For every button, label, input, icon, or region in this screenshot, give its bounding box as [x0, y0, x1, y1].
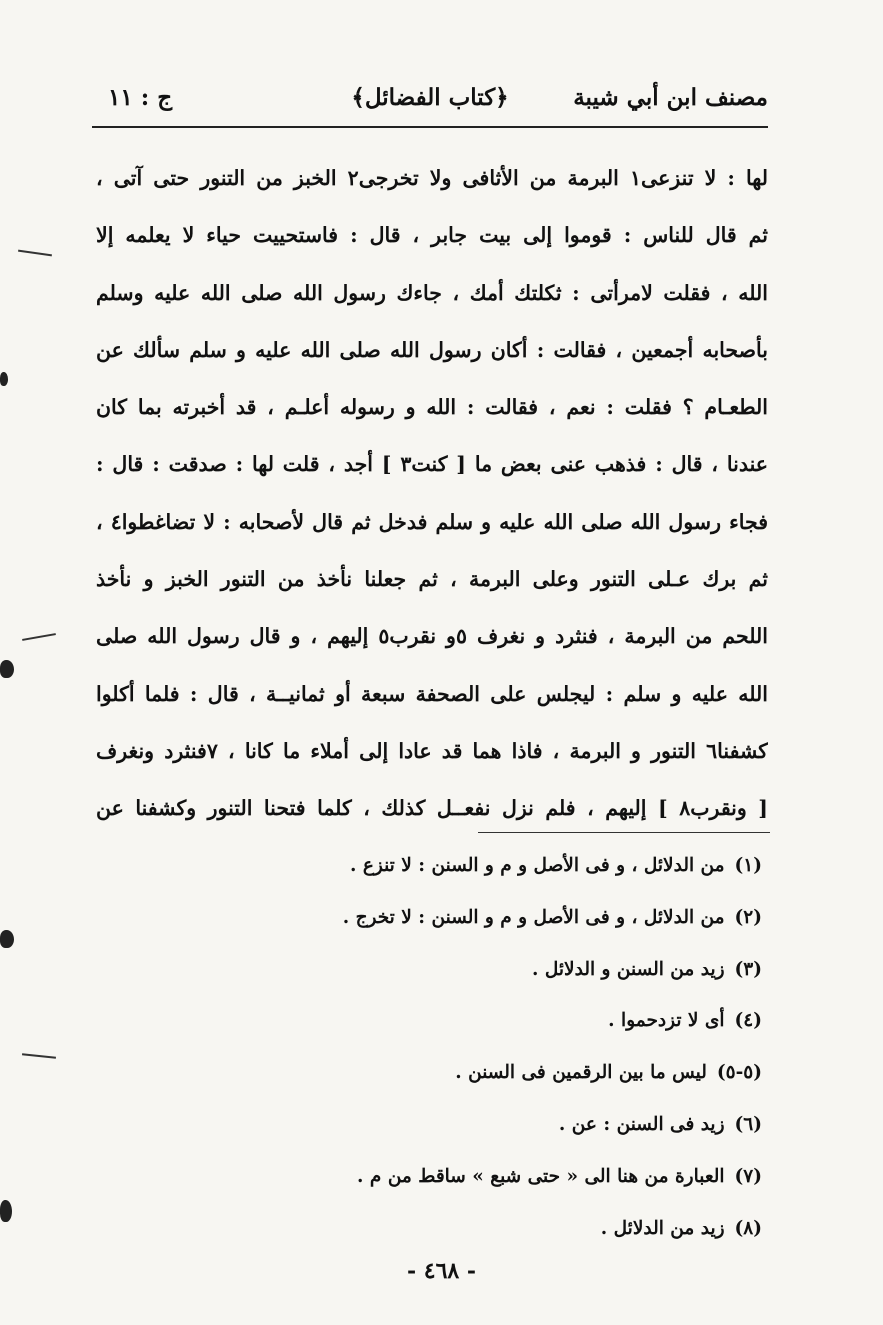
footnote [180, 1047, 762, 1099]
footnote-rule [478, 832, 770, 833]
footnote-text: ليس ما بين الرقمين فى السنن . [455, 1062, 707, 1084]
volume-number: ج : ١١ [108, 84, 173, 111]
footnote-text: زيد فى السنن : عن . [558, 1113, 725, 1135]
footnote [180, 840, 762, 892]
footnote [180, 944, 762, 996]
footnote [180, 1099, 762, 1151]
footnote-text: زيد من الدلائل . [600, 1217, 725, 1239]
text-line: الله ، فقلت لامرأتى : ثكلتك أمك ، جاءك رسول الله صلى الله عليه وسلم [96, 280, 768, 305]
text-line: اللحم من البرمة ، فنثرد و نغرف ٥و نقرب٥ إليهم ، و قال رسول الله صلى [96, 624, 768, 649]
margin-mark [0, 372, 8, 386]
footnote-number: (٥-٥) [716, 1062, 762, 1084]
footnote-text: زيد من السنن و الدلائل . [532, 958, 725, 980]
header-rule [92, 126, 768, 128]
footnotes [180, 840, 762, 1254]
footnote-number: (٢) [734, 906, 762, 928]
book-title: مصنف ابن أبي شيبة [573, 84, 768, 111]
margin-mark [22, 1053, 56, 1059]
footnote-text: من الدلائل ، و فى الأصل و م و السنن : لا تخرج . [342, 906, 725, 928]
margin-mark [22, 633, 56, 641]
text-line: بأصحابه أجمعين ، فقالت : أكان رسول الله صلى الله عليه و سلم سألك عن [96, 337, 768, 362]
text-line: الطعـام ؟ فقلت : نعم ، فقالت : الله و رسوله أعلـم ، قد أخبرته بما كان [96, 395, 768, 420]
text-line: فجاء رسول الله صلى الله عليه و سلم فدخل ثم قال لأصحابه : لا تضاغطوا٤ ، [96, 509, 768, 534]
footnote-number: (٨) [734, 1217, 762, 1239]
running-header [92, 78, 768, 124]
text-line: عندنا ، قال : فذهب عنى بعض ما [ كنت٣ ] أجد ، قلت لها : صدقت : قال : [96, 452, 768, 477]
main-text [96, 150, 768, 838]
text-line: الله عليه و سلم : ليجلس على الصحفة سبعة أو ثمانيــة ، قال : فلما أكلوا [96, 681, 768, 706]
text-line: ثم قال للناس : قوموا إلى بيت جابر ، قال : فاستحييت حياء لا يعلمه إلا [96, 223, 768, 248]
footnote-number: (٤) [734, 1010, 762, 1032]
footnote [180, 1203, 762, 1255]
text-line: لها : لا تنزعى١ البرمة من الأثافى ولا تخرجى٢ الخبز من التنور حتى آتى ، [96, 166, 768, 190]
chapter-title: ﴿كتاب الفضائل﴾ [351, 84, 509, 111]
footnote [180, 995, 762, 1047]
footnote-number: (٧) [734, 1165, 762, 1187]
margin-mark [18, 250, 52, 257]
footnote-number: (١) [734, 855, 762, 876]
margin-mark [0, 1200, 12, 1222]
margin-mark [0, 930, 14, 948]
footnote-text: أى لا تزدحموا . [608, 1010, 725, 1032]
margin-mark [0, 660, 14, 678]
footnote-text: من الدلائل ، و فى الأصل و م و السنن : لا تنزع . [349, 855, 725, 876]
text-line: [ ونقرب٨ ] إليهم ، فلم نزل نفعــل كذلك ، كلما فتحنا التنور وكشفنا عن [96, 796, 768, 821]
text-line: كشفنا٦ التنور و البرمة ، فاذا هما قد عادا إلى أملاء ما كانا ، ٧فنثرد ونغرف [96, 738, 768, 763]
text-line: ثم برك عـلى التنور وعلى البرمة ، ثم جعلنا نأخذ من التنور الخبز و نأخذ [96, 567, 768, 592]
footnote-text: العبارة من هنا الى « حتى شبع » ساقط من م . [357, 1165, 725, 1187]
page-number: - ٤٦٨ - [406, 1258, 477, 1284]
footnote-number: (٦) [734, 1113, 762, 1135]
footnote [180, 1151, 762, 1203]
footnote [180, 892, 762, 944]
footnote-number: (٣) [734, 958, 762, 980]
